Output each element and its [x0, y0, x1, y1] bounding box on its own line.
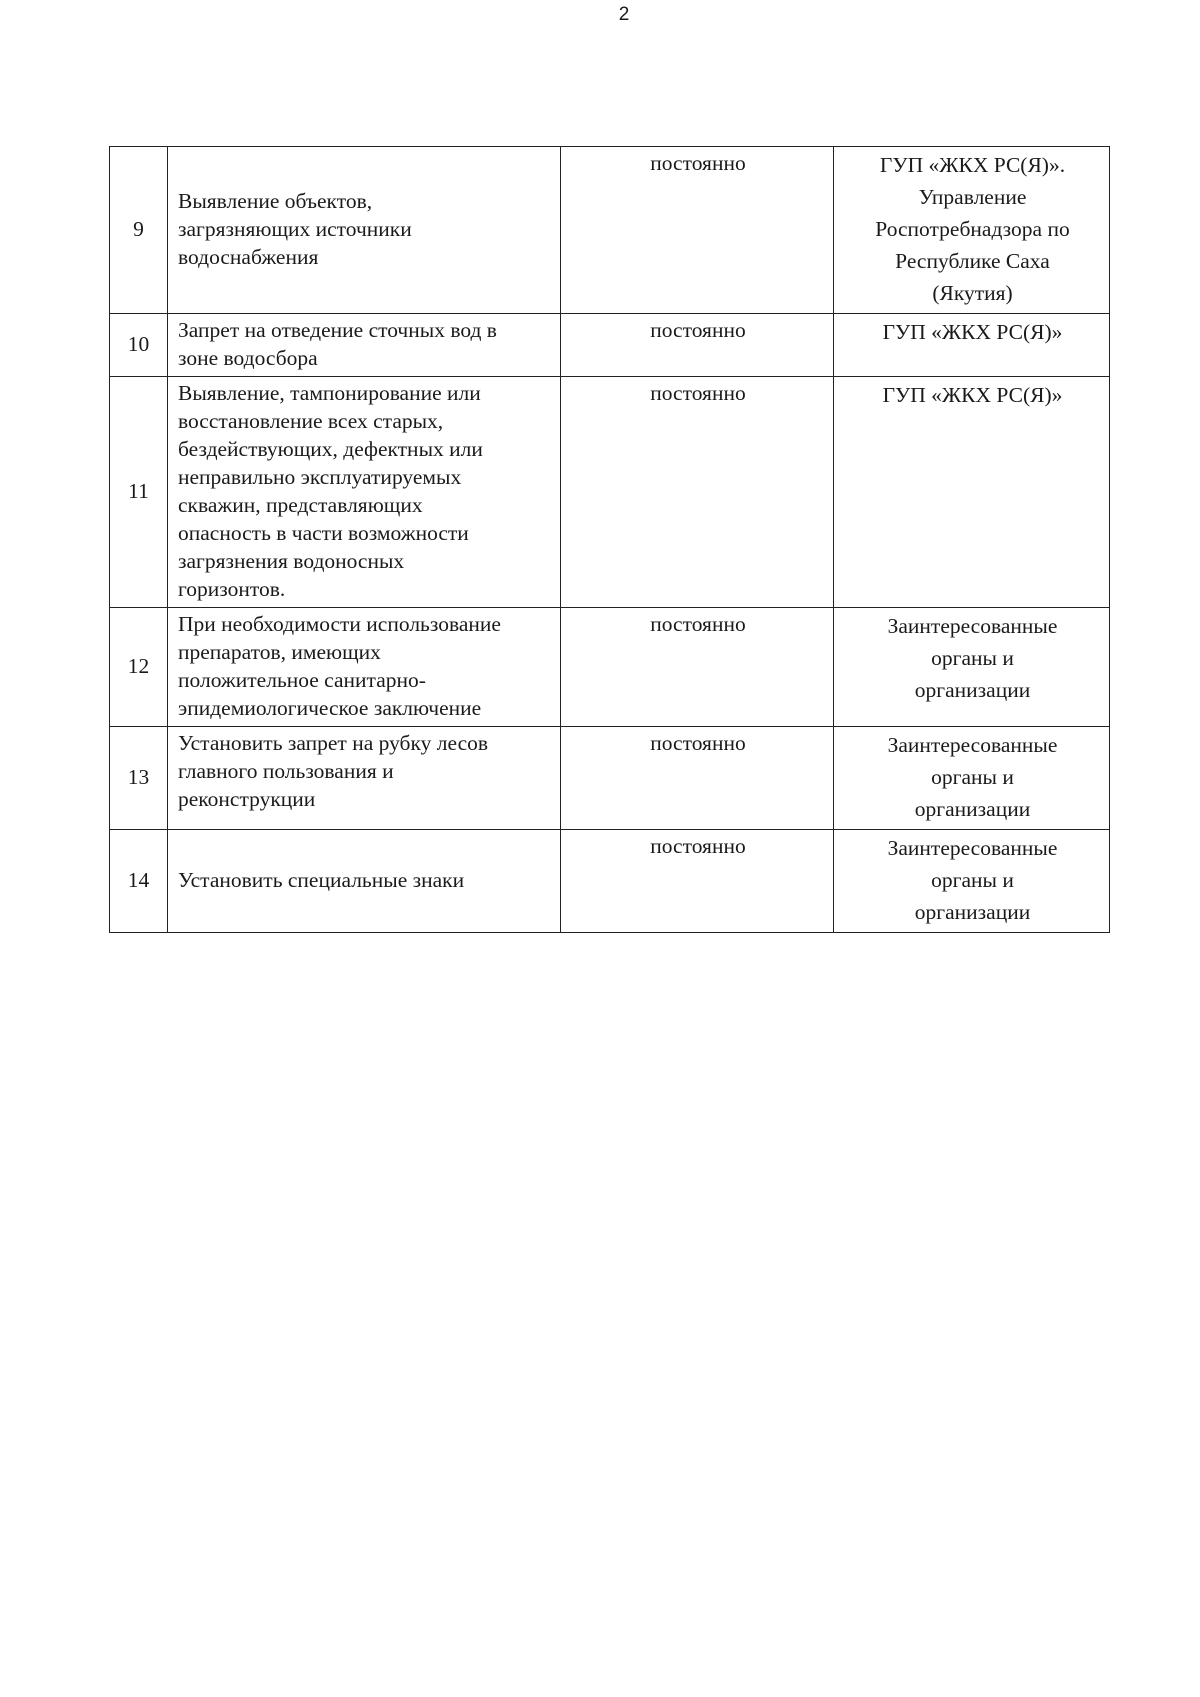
- responsible-cell: [834, 830, 1110, 933]
- term-cell: [561, 608, 834, 727]
- responsible-cell: [834, 727, 1110, 830]
- responsible-text: ГУП «ЖКХ РС(Я)». Управление Роспотребнадзора по Республике Саха (Якутия): [875, 153, 1070, 305]
- row-number: [110, 608, 168, 727]
- measure-text: Установить специальные знаки: [178, 868, 465, 892]
- term-cell: [561, 377, 834, 608]
- responsible-text: ГУП «ЖКХ РС(Я)»: [882, 320, 1063, 344]
- row-number: [110, 314, 168, 377]
- row-number-text: 12: [127, 654, 150, 678]
- term-text: постоянно: [650, 612, 746, 636]
- term-text: постоянно: [650, 731, 746, 755]
- row-number-text: 13: [127, 765, 150, 789]
- row-number: [110, 830, 168, 933]
- measure-cell: [168, 608, 561, 727]
- measures-table: [109, 146, 1110, 933]
- table-row: [110, 377, 1110, 608]
- responsible-text: Заинтересованные органы и организации: [887, 614, 1058, 702]
- responsible-cell: [834, 608, 1110, 727]
- measure-cell: [168, 314, 561, 377]
- table-row: [110, 830, 1110, 933]
- table-row: [110, 727, 1110, 830]
- responsible-text: ГУП «ЖКХ РС(Я)»: [882, 383, 1063, 407]
- row-number-text: 10: [127, 332, 150, 356]
- term-cell: [561, 830, 834, 933]
- term-text: постоянно: [650, 381, 746, 405]
- term-cell: [561, 727, 834, 830]
- term-text: постоянно: [650, 151, 746, 175]
- measure-cell: [168, 147, 561, 314]
- row-number-text: 11: [128, 479, 149, 503]
- table-row: [110, 147, 1110, 314]
- row-number-text: 9: [133, 217, 144, 241]
- responsible-cell: [834, 314, 1110, 377]
- measure-text: Запрет на отведение сточных вод в зоне водосбора: [178, 318, 497, 370]
- measure-cell: [168, 377, 561, 608]
- row-number: [110, 377, 168, 608]
- responsible-cell: [834, 377, 1110, 608]
- measure-text: Установить запрет на рубку лесов главного пользования и реконструкции: [178, 731, 489, 811]
- responsible-text: Заинтересованные органы и организации: [887, 733, 1058, 821]
- measure-text: Выявление, тампонирование или восстановление всех старых, бездействующих, дефектных или неправильно эксплуатируемых скважин, представляющих опасность в части возможности загрязнения водоносных горизонтов.: [178, 381, 483, 601]
- row-number-text: 14: [127, 868, 150, 892]
- responsible-cell: [834, 147, 1110, 314]
- responsible-text: Заинтересованные органы и организации: [887, 836, 1058, 924]
- row-number: [110, 147, 168, 314]
- measure-text: При необходимости использование препаратов, имеющих положительное санитарно- эпидемиологическое заключение: [178, 612, 501, 720]
- term-text: постоянно: [650, 318, 746, 342]
- measure-text: Выявление объектов, загрязняющих источники водоснабжения: [178, 189, 412, 269]
- term-text: постоянно: [650, 834, 746, 858]
- table-row: [110, 608, 1110, 727]
- table-row: [110, 314, 1110, 377]
- row-number: [110, 727, 168, 830]
- measure-cell: [168, 727, 561, 830]
- term-cell: [561, 147, 834, 314]
- term-cell: [561, 314, 834, 377]
- measure-cell: [168, 830, 561, 933]
- page-number: 2: [618, 4, 630, 25]
